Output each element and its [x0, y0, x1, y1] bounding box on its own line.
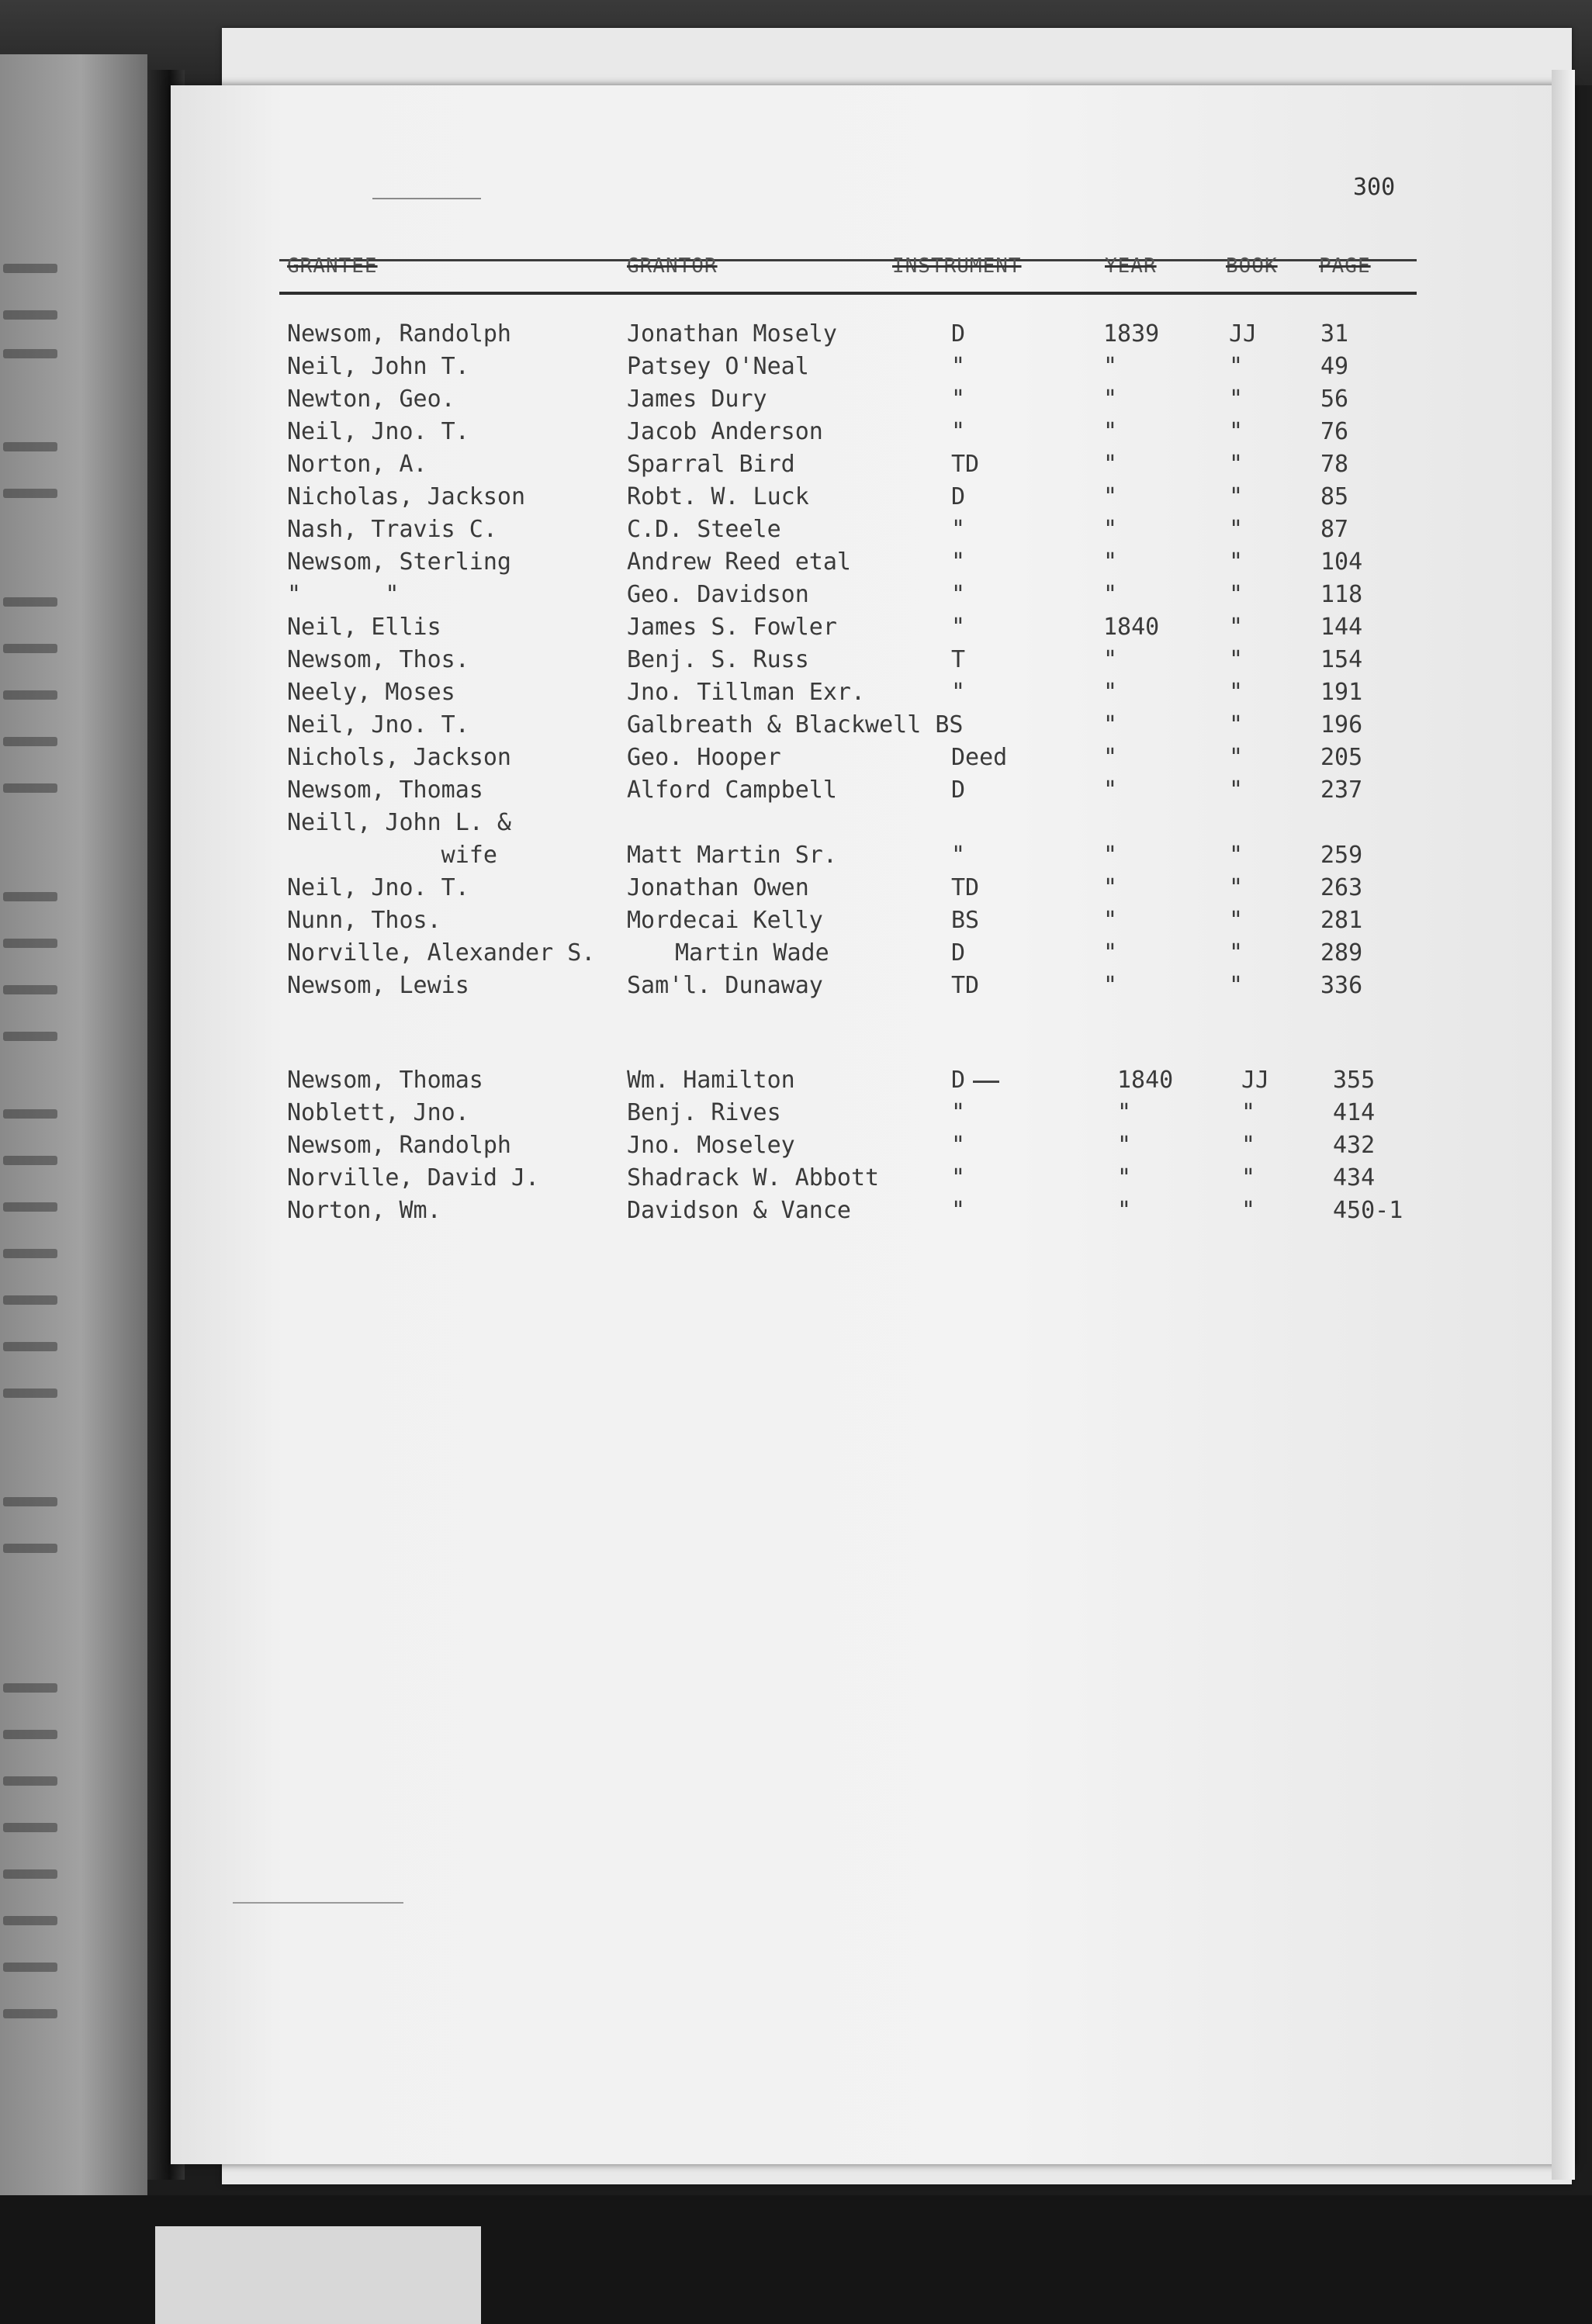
instrument-cell: D	[951, 320, 966, 348]
page-cell: 336	[1320, 972, 1363, 999]
grantee-cell: Neil, Jno. T.	[287, 418, 469, 445]
grantor-cell: Jno. Tillman Exr.	[627, 679, 866, 706]
page-cell: 49	[1320, 353, 1349, 380]
instrument-cell: D	[951, 939, 966, 967]
instrument-cell: "	[951, 1197, 966, 1224]
table-row	[0, 516, 1592, 548]
instrument-cell: "	[951, 1132, 966, 1159]
grantee-cell: Newsom, Sterling	[287, 548, 511, 576]
grantee-cell: Norville, David J.	[287, 1164, 540, 1191]
grantee-cell: Norton, A.	[287, 451, 427, 478]
year-cell: "	[1103, 744, 1118, 771]
instrument-cell: TD	[951, 972, 980, 999]
table-row	[0, 483, 1592, 516]
instrument-cell: "	[951, 614, 966, 641]
table-row	[0, 1197, 1592, 1229]
table-row	[0, 809, 1592, 842]
ghost-text-line	[3, 1497, 57, 1506]
smudge-mark	[233, 1902, 403, 1904]
grantor-cell: Jonathan Owen	[627, 874, 809, 901]
book-cell: "	[1241, 1099, 1256, 1126]
smudge-mark	[372, 198, 481, 199]
table-row	[0, 1164, 1592, 1197]
table-row	[0, 874, 1592, 907]
year-cell: "	[1103, 581, 1118, 608]
book-cell: "	[1229, 939, 1244, 967]
year-cell: 1840	[1103, 614, 1160, 641]
ghost-text-line	[3, 1916, 57, 1925]
grantee-cell: wife	[287, 842, 497, 869]
grantor-cell: Robt. W. Luck	[627, 483, 809, 510]
table-row	[0, 1132, 1592, 1164]
page-cell: 281	[1320, 907, 1363, 934]
book-cell: JJ	[1241, 1067, 1270, 1094]
instrument-cell: D	[951, 1067, 966, 1094]
book-cell: "	[1229, 744, 1244, 771]
year-cell: "	[1117, 1197, 1132, 1224]
grantee-cell: Newsom, Thomas	[287, 776, 483, 804]
page-cell: 104	[1320, 548, 1363, 576]
grantor-cell: Benj. S. Russ	[627, 646, 809, 673]
bottom-paper-tab	[155, 2226, 481, 2324]
page-cell: 78	[1320, 451, 1349, 478]
year-cell: "	[1103, 451, 1118, 478]
book-cell: "	[1229, 972, 1244, 999]
page-cell: 144	[1320, 614, 1363, 641]
book-cell: "	[1229, 842, 1244, 869]
grantee-cell: Nichols, Jackson	[287, 744, 511, 771]
page-cell: 263	[1320, 874, 1363, 901]
year-cell: "	[1117, 1132, 1132, 1159]
grantor-cell: Sam'l. Dunaway	[627, 972, 823, 999]
instrument-cell: D	[951, 483, 966, 510]
year-cell: "	[1103, 483, 1118, 510]
instrument-cell: "	[951, 1099, 966, 1126]
book-cell: "	[1229, 451, 1244, 478]
column-header-row	[279, 254, 1420, 292]
grantee-cell: Newsom, Thos.	[287, 646, 469, 673]
grantee-cell: Neely, Moses	[287, 679, 455, 706]
table-row	[0, 320, 1592, 353]
book-cell: "	[1229, 516, 1244, 543]
grantor-cell: Jonathan Mosely	[627, 320, 837, 348]
grantee-cell: Newton, Geo.	[287, 386, 455, 413]
grantee-cell: Neil, Ellis	[287, 614, 441, 641]
ghost-text-line	[3, 1544, 57, 1553]
page-cell: 259	[1320, 842, 1363, 869]
header-year: YEAR	[1105, 254, 1157, 278]
grantee-cell: Newsom, Lewis	[287, 972, 469, 999]
grantor-cell: James Dury	[627, 386, 767, 413]
grantee-cell: Norville, Alexander S.	[287, 939, 596, 967]
book-cell: "	[1241, 1164, 1256, 1191]
page-cell: 191	[1320, 679, 1363, 706]
book-cell: "	[1241, 1197, 1256, 1224]
ghost-text-line	[3, 310, 57, 320]
year-cell: 1840	[1117, 1067, 1174, 1094]
table-row	[0, 646, 1592, 679]
grantor-cell: C.D. Steele	[627, 516, 781, 543]
grantor-cell: Andrew Reed etal	[627, 548, 851, 576]
ghost-text-line	[3, 1869, 57, 1879]
page-cell: 196	[1320, 711, 1363, 738]
table-row	[0, 679, 1592, 711]
ghost-text-line	[3, 1823, 57, 1832]
grantor-cell: Jno. Moseley	[627, 1132, 795, 1159]
year-cell: "	[1103, 646, 1118, 673]
instrument-cell: TD	[951, 874, 980, 901]
year-cell: "	[1103, 548, 1118, 576]
grantee-cell: Neill, John L. &	[287, 809, 511, 836]
header-rule-bottom	[279, 292, 1417, 295]
table-row	[0, 842, 1592, 874]
page-cell: 289	[1320, 939, 1363, 967]
instrument-cell: D	[951, 776, 966, 804]
grantor-cell: Patsey O'Neal	[627, 353, 809, 380]
year-cell: "	[1103, 907, 1118, 934]
grantee-cell: Nicholas, Jackson	[287, 483, 526, 510]
dash-mark	[973, 1081, 999, 1083]
book-cell: "	[1229, 353, 1244, 380]
grantor-cell: Geo. Hooper	[627, 744, 781, 771]
header-instrument: INSTRUMENT	[892, 254, 1022, 278]
header-grantor: GRANTOR	[627, 254, 718, 278]
page-cell: 414	[1333, 1099, 1376, 1126]
book-cell: "	[1229, 646, 1244, 673]
instrument-cell: "	[951, 842, 966, 869]
header-page: PAGE	[1319, 254, 1371, 278]
book-cell: "	[1229, 483, 1244, 510]
grantor-cell: Alford Campbell	[627, 776, 837, 804]
book-cell: "	[1229, 679, 1244, 706]
page-cell: 450-1	[1333, 1197, 1403, 1224]
year-cell: "	[1117, 1099, 1132, 1126]
grantee-cell: Newsom, Randolph	[287, 1132, 511, 1159]
grantor-cell: Galbreath & Blackwell BS	[627, 711, 964, 738]
table-row	[0, 581, 1592, 614]
table-row	[0, 1067, 1592, 1099]
table-row	[0, 776, 1592, 809]
grantor-cell: Benj. Rives	[627, 1099, 781, 1126]
grantee-cell: " "	[287, 581, 400, 608]
book-cell: JJ	[1229, 320, 1258, 348]
grantor-cell: Jacob Anderson	[627, 418, 823, 445]
ghost-text-line	[3, 1776, 57, 1786]
table-row	[0, 907, 1592, 939]
table-row	[0, 451, 1592, 483]
year-cell: "	[1117, 1164, 1132, 1191]
year-cell: 1839	[1103, 320, 1160, 348]
year-cell: "	[1103, 386, 1118, 413]
book-cell: "	[1229, 776, 1244, 804]
grantee-cell: Newsom, Thomas	[287, 1067, 483, 1094]
book-cell: "	[1229, 581, 1244, 608]
page-number: 300	[1353, 174, 1396, 201]
header-grantee: GRANTEE	[287, 254, 378, 278]
year-cell: "	[1103, 939, 1118, 967]
ghost-text-line	[3, 264, 57, 273]
instrument-cell: "	[951, 581, 966, 608]
ghost-text-line	[3, 1963, 57, 1972]
grantor-cell: Wm. Hamilton	[627, 1067, 795, 1094]
instrument-cell: "	[951, 353, 966, 380]
book-cell: "	[1229, 418, 1244, 445]
grantor-cell: Matt Martin Sr.	[627, 842, 837, 869]
book-cell: "	[1229, 907, 1244, 934]
year-cell: "	[1103, 353, 1118, 380]
table-row	[0, 972, 1592, 1005]
header-book: BOOK	[1226, 254, 1278, 278]
page-cell: 355	[1333, 1067, 1376, 1094]
table-row	[0, 711, 1592, 744]
table-row	[0, 614, 1592, 646]
table-row	[0, 353, 1592, 386]
ghost-text-line	[3, 2009, 57, 2018]
page-cell: 87	[1320, 516, 1349, 543]
table-row	[0, 386, 1592, 418]
page-cell: 154	[1320, 646, 1363, 673]
year-cell: "	[1103, 418, 1118, 445]
grantee-cell: Norton, Wm.	[287, 1197, 441, 1224]
year-cell: "	[1103, 842, 1118, 869]
grantee-cell: Newsom, Randolph	[287, 320, 511, 348]
year-cell: "	[1103, 516, 1118, 543]
book-cell: "	[1229, 874, 1244, 901]
grantee-cell: Neil, John T.	[287, 353, 469, 380]
instrument-cell: "	[951, 1164, 966, 1191]
instrument-cell: TD	[951, 451, 980, 478]
grantor-cell: Martin Wade	[675, 939, 829, 967]
ghost-text-line	[3, 1730, 57, 1739]
year-cell: "	[1103, 776, 1118, 804]
page-cell: 118	[1320, 581, 1363, 608]
grantor-cell: Shadrack W. Abbott	[627, 1164, 880, 1191]
page-cell: 76	[1320, 418, 1349, 445]
table-row	[0, 744, 1592, 776]
grantor-cell: Davidson & Vance	[627, 1197, 851, 1224]
grantee-cell: Nunn, Thos.	[287, 907, 441, 934]
grantor-cell: James S. Fowler	[627, 614, 837, 641]
table-row	[0, 418, 1592, 451]
grantor-cell: Mordecai Kelly	[627, 907, 823, 934]
grantee-cell: Nash, Travis C.	[287, 516, 497, 543]
instrument-cell: T	[951, 646, 966, 673]
page-cell: 85	[1320, 483, 1349, 510]
grantor-cell: Sparral Bird	[627, 451, 795, 478]
instrument-cell: "	[951, 548, 966, 576]
table-row	[0, 1099, 1592, 1132]
instrument-cell: BS	[951, 907, 980, 934]
table-row	[0, 548, 1592, 581]
grantee-cell: Neil, Jno. T.	[287, 711, 469, 738]
instrument-cell: "	[951, 418, 966, 445]
book-cell: "	[1229, 386, 1244, 413]
year-cell: "	[1103, 972, 1118, 999]
ghost-text-line	[3, 1683, 57, 1693]
instrument-cell: "	[951, 516, 966, 543]
book-cell: "	[1229, 711, 1244, 738]
year-cell: "	[1103, 711, 1118, 738]
page-cell: 205	[1320, 744, 1363, 771]
year-cell: "	[1103, 679, 1118, 706]
page-cell: 432	[1333, 1132, 1376, 1159]
page-cell: 56	[1320, 386, 1349, 413]
instrument-cell: "	[951, 386, 966, 413]
year-cell: "	[1103, 874, 1118, 901]
table-row	[0, 939, 1592, 972]
instrument-cell: "	[951, 679, 966, 706]
page-cell: 434	[1333, 1164, 1376, 1191]
grantor-cell: Geo. Davidson	[627, 581, 809, 608]
grantee-cell: Noblett, Jno.	[287, 1099, 469, 1126]
book-cell: "	[1229, 614, 1244, 641]
instrument-cell: Deed	[951, 744, 1008, 771]
page-cell: 31	[1320, 320, 1349, 348]
grantee-cell: Neil, Jno. T.	[287, 874, 469, 901]
book-cell: "	[1241, 1132, 1256, 1159]
book-cell: "	[1229, 548, 1244, 576]
page-cell: 237	[1320, 776, 1363, 804]
